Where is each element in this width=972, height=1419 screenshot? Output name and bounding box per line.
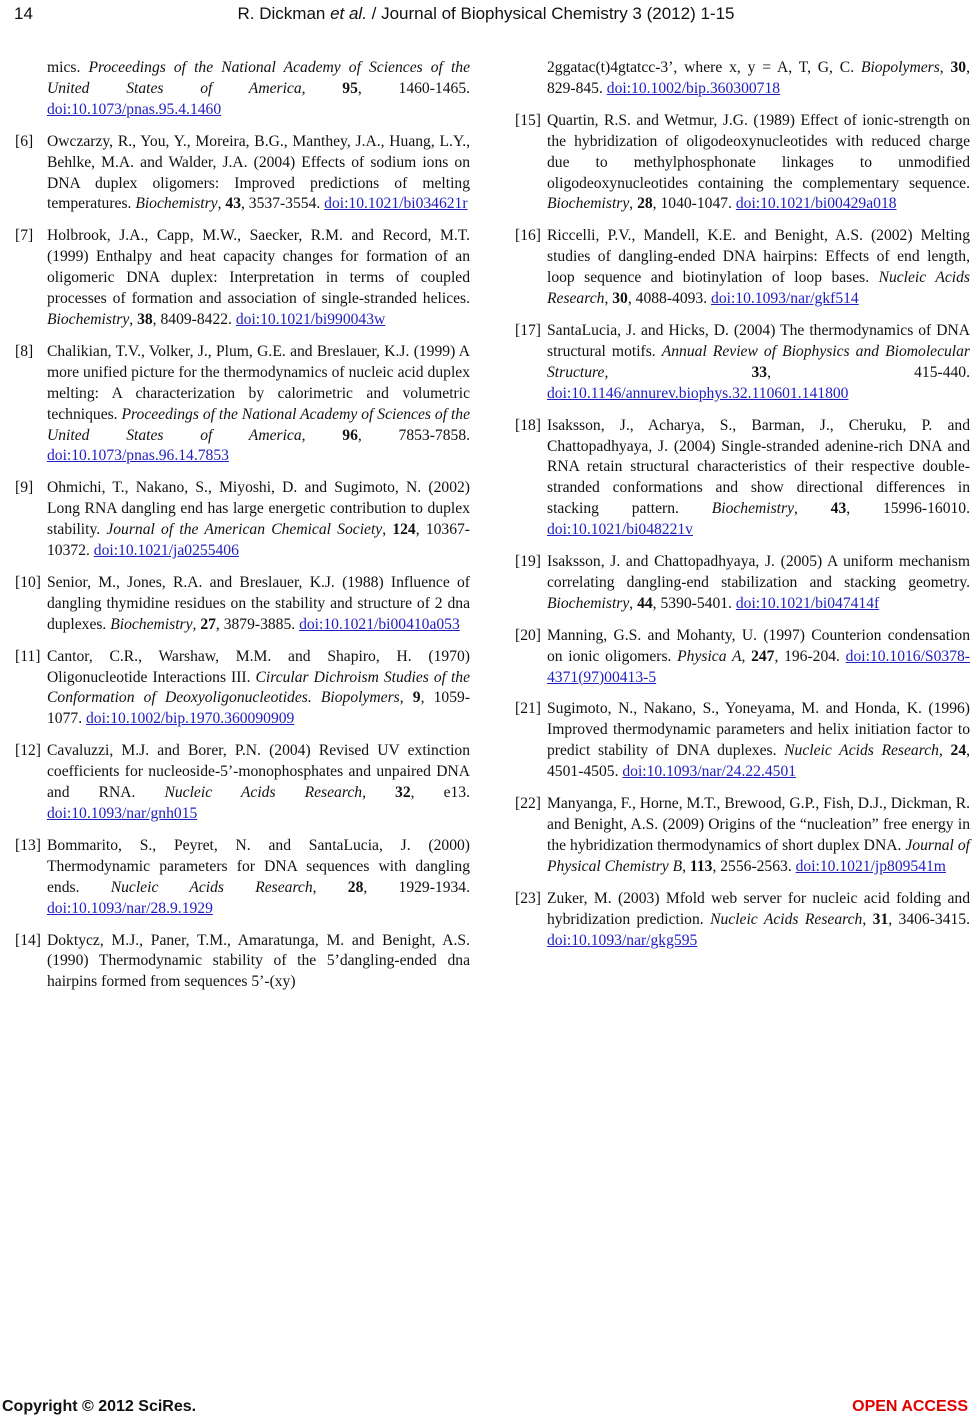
reference-text: , <box>938 742 951 760</box>
reference-text: , <box>604 290 613 308</box>
reference-text: Zuker, M. (2003) Mfold web server for nucleic acid folding and hybridization prediction. <box>547 889 970 928</box>
reference-text: , <box>604 363 752 381</box>
reference-number: [9] <box>15 479 34 497</box>
volume-number: 33 <box>751 363 768 381</box>
doi-link[interactable]: doi:10.1093/nar/gkg595 <box>547 931 698 949</box>
volume-number: 31 <box>872 910 889 928</box>
reference-number: [8] <box>15 342 34 360</box>
reference-number: [7] <box>15 227 34 245</box>
reference-text: , <box>794 500 831 518</box>
reference-item <box>515 416 970 541</box>
reference-text: , 1460-1465. <box>357 79 471 97</box>
reference-text: , 3406-3415. <box>888 910 971 928</box>
reference-text: , 3537-3554. <box>241 195 325 213</box>
reference-number: [22] <box>515 795 541 813</box>
reference-item <box>515 699 970 783</box>
reference-text: Cantor, C.R., Warshaw, M.M. and Shapiro, H. (1970) Oligonucleotide Interactions III. <box>47 647 470 686</box>
left-column-references <box>15 58 470 1004</box>
reference-number: [14] <box>15 931 41 949</box>
journal-title: Nucleic Acids Research <box>110 878 313 896</box>
reference-text: , 2556-2563. <box>712 857 796 875</box>
reference-text: , <box>312 878 348 896</box>
journal-title: Biopolymers <box>860 59 940 76</box>
reference-item <box>515 321 970 405</box>
journal-title: Biochemistry <box>711 500 794 518</box>
volume-number: 30 <box>612 290 628 308</box>
reference-text: , <box>629 594 638 612</box>
reference-text: Riccelli, P.V., Mandell, K.E. and Benight, A.S. (2002) Melting studies of dangling-ended DNA hairpins: Effects of end length, loop sequence and biotinylation of loop bases. <box>547 227 970 287</box>
reference-number: [13] <box>15 836 41 854</box>
reference-text: , 829-845. <box>547 59 970 97</box>
reference-number: [16] <box>515 227 541 245</box>
reference-text: , <box>301 79 343 97</box>
reference-number: [10] <box>15 573 41 591</box>
reference-text: , <box>129 310 138 328</box>
volume-number: 96 <box>342 426 358 444</box>
reference-text: Manyanga, F., Horne, M.T., Brewood, G.P., Fish, D.J., Dickman, R. and Benight, A.S. (2009) Origins of the “nucleation” free energy in the hybridization thermodynamics of short duplex DNA. <box>547 795 970 854</box>
doi-link[interactable]: doi:10.1093/nar/gkf514 <box>711 290 859 308</box>
doi-link[interactable]: doi:10.1021/bi047414f <box>735 594 880 612</box>
reference-text: , 4501-4505. <box>547 742 971 781</box>
reference-number: [18] <box>515 416 541 434</box>
journal-title: Nucleic Acids Research <box>710 910 863 928</box>
reference-text: , <box>399 689 413 707</box>
reference-number: [21] <box>515 700 541 718</box>
page-number: 14 <box>14 4 33 23</box>
journal-title: Proceedings of the National Academy of Sciences of the United States of America <box>47 405 471 444</box>
right-column-references <box>515 58 970 962</box>
reference-text: , <box>217 195 226 213</box>
reference-text: Chalikian, T.V., Volker, J., Plum, G.E. and Breslauer, K.J. (1999) A more unified picture for the thermodynamics of nucleic acid duplex melting: A characterization by calorimetric and volumetric techniques. <box>47 342 470 423</box>
journal-title: Biochemistry <box>547 195 630 213</box>
reference-text: , <box>382 521 393 539</box>
doi-link[interactable]: doi:10.1002/bip.1970.360090909 <box>85 710 295 728</box>
reference-text: Quartin, R.S. and Wetmur, J.G. (1989) Effect of ionic-strength on the hybridization of oligodeoxynucleotides with reduced charge due to methylphosphonate linkages to unmodified oligodeoxynucleotides containing the complementary sequence. <box>547 111 970 192</box>
doi-link[interactable]: doi:10.1021/bi00429a018 <box>735 195 897 213</box>
reference-text: , <box>939 59 951 76</box>
journal-title: Biochemistry <box>135 195 218 213</box>
reference-item <box>515 552 970 615</box>
reference-text: , 1929-1934. <box>363 878 470 896</box>
reference-text: Holbrook, J.A., Capp, M.W., Saecker, R.M. and Record, M.T. (1999) Enthalpy and heat capacity changes for formation of an oligomeric DNA duplex: Interpretation in terms of coupled processes of formation and association of single-stranded helices. <box>47 227 470 308</box>
reference-text: 2ggatac(t)4gtatcc-3’, where x, y = A, T, G, C. <box>547 59 861 76</box>
reference-item <box>515 626 970 689</box>
journal-title: Biochemistry <box>110 615 193 633</box>
reference-item <box>15 573 470 636</box>
reference-item <box>15 478 470 562</box>
running-head-authors: R. Dickman <box>237 4 331 23</box>
reference-text: Cavaluzzi, M.J. and Borer, P.N. (2004) Revised UV extinction coefficients for nucleoside-5’-monophosphates and unpaired DNA and RNA. <box>47 742 470 802</box>
copyright-notice: Copyright © 2012 SciRes. <box>2 1398 197 1415</box>
reference-text: , 3879-3885. <box>215 615 300 633</box>
reference-item <box>15 226 470 331</box>
doi-link[interactable]: doi:10.1021/bi034621r <box>324 195 468 213</box>
reference-text: , <box>741 647 752 665</box>
volume-number: 28 <box>347 878 364 896</box>
doi-link[interactable]: doi:10.1093/nar/28.9.1929 <box>47 899 213 917</box>
doi-link[interactable]: doi:10.1021/ja0255406 <box>93 542 239 560</box>
reference-text: , e13. <box>410 784 471 802</box>
reference-text: , <box>192 615 201 633</box>
open-access-label: OPEN ACCESS <box>852 1398 968 1415</box>
reference-text: , 4088-4093. <box>627 290 712 308</box>
journal-title: Journal of Physical Chemistry B <box>547 836 970 875</box>
volume-number: 24 <box>950 742 967 760</box>
volume-number: 38 <box>137 310 153 328</box>
reference-text: , <box>629 195 638 213</box>
reference-text: , 7853-7858. <box>357 426 471 444</box>
journal-title: Nucleic Acids Research <box>547 269 970 308</box>
running-head-journal: / Journal of Biophysical Chemistry 3 (2012) 1-15 <box>366 4 735 23</box>
volume-number: 44 <box>637 594 653 612</box>
reference-item <box>15 931 470 994</box>
reference-text: , 10367-10372. <box>47 521 471 560</box>
journal-title: Physica A <box>677 647 742 665</box>
doi-link[interactable]: doi:10.1093/nar/24.22.4501 <box>622 763 797 781</box>
reference-text: Sugimoto, N., Nakano, S., Yoneyama, M. and Honda, K. (1996) Improved thermodynamic parameters and helix initiation factor to predict stability of DNA duplexes. <box>547 700 970 760</box>
reference-text: Isaksson, J., Acharya, S., Barman, J., Cheruku, P. and Chattopadhyaya, J. (2004) Single-stranded adenine-rich DNA and RNA retain structural characteristics of their respective double-stranded conformations and show directional differences in stacking pattern. <box>547 416 970 518</box>
reference-item <box>515 111 970 216</box>
reference-number: [20] <box>515 626 541 644</box>
volume-number: 9 <box>412 689 421 707</box>
reference-text: , 8409-8422. <box>152 310 236 328</box>
journal-title: Biochemistry <box>47 310 130 328</box>
reference-continuation <box>15 58 470 121</box>
doi-link[interactable]: doi:10.1146/annurev.biophys.32.110601.141800 <box>547 384 849 402</box>
doi-link[interactable]: doi:10.1021/bi00410a053 <box>299 615 460 633</box>
reference-text: Senior, M., Jones, R.A. and Breslauer, K.J. (1988) Influence of dangling thymidine residues on the stability and structure of 2 dna duplexes. <box>47 573 470 633</box>
doi-link[interactable]: doi:10.1016/S0378-4371(97)00413-5 <box>547 647 970 686</box>
reference-text: , 15996-16010. <box>846 500 970 518</box>
journal-title: Proceedings of the National Academy of Sciences of the United States of America <box>47 59 471 97</box>
reference-continuation <box>515 58 970 100</box>
reference-number: [12] <box>15 742 41 760</box>
volume-number: 43 <box>225 195 241 213</box>
volume-number: 113 <box>689 857 713 875</box>
volume-number: 27 <box>200 615 216 633</box>
volume-number: 43 <box>830 500 847 518</box>
reference-number: [6] <box>15 132 34 150</box>
reference-number: [23] <box>515 889 541 907</box>
reference-text: Manning, G.S. and Mohanty, U. (1997) Counterion condensation on ionic oligomers. <box>547 626 970 665</box>
doi-link[interactable]: doi:10.1021/bi048221v <box>547 521 693 539</box>
volume-number: 28 <box>637 195 653 213</box>
reference-item <box>15 132 470 216</box>
volume-number: 124 <box>392 521 416 539</box>
reference-number: [11] <box>15 647 41 665</box>
volume-number: 32 <box>395 784 411 802</box>
reference-text: , <box>682 857 690 875</box>
reference-number: [17] <box>515 321 541 339</box>
reference-number: [15] <box>515 111 541 129</box>
running-head-etal: et al. <box>330 4 367 23</box>
reference-text: Doktycz, M.J., Paner, T.M., Amaratunga, M. and Benight, A.S. (1990) Thermodynamic stability of the 5’dangling-ended dna hairpins formed from sequences 5’-(xy) <box>47 931 470 991</box>
doi-link[interactable]: doi:10.1021/bi990043w <box>235 310 386 328</box>
doi-link[interactable]: doi:10.1073/pnas.95.4.1460 <box>47 100 222 118</box>
reference-text: Owczarzy, R., You, Y., Moreira, B.G., Manthey, J.A., Huang, L.Y., Behlke, M.A. and Walder, J.A. (2004) Effects of sodium ions on DNA duplex oligomers: Improved predictions of melting temperatures. <box>47 132 470 213</box>
reference-text: Isaksson, J. and Chattopadhyaya, J. (2005) A uniform mechanism correlating dangling-end stabilization and stacking geometry. <box>547 553 970 591</box>
running-head <box>0 4 972 24</box>
reference-text: SantaLucia, J. and Hicks, D. (2004) The thermodynamics of DNA structural motifs. <box>547 321 970 360</box>
doi-link[interactable]: doi:10.1093/nar/gnh015 <box>47 805 198 822</box>
reference-text: , 196-204. <box>774 647 846 665</box>
reference-item <box>15 741 470 825</box>
doi-link[interactable]: doi:10.1021/jp809541m <box>795 857 946 875</box>
reference-item <box>515 889 970 952</box>
volume-number: 95 <box>342 79 358 97</box>
reference-item <box>515 226 970 310</box>
doi-link[interactable]: doi:10.1002/bip.360300718 <box>606 79 781 97</box>
journal-title: Biochemistry <box>547 594 630 612</box>
volume-number: 247 <box>751 647 775 665</box>
reference-text: , <box>301 426 343 444</box>
journal-title: Nucleic Acids Research <box>784 742 939 760</box>
reference-text: Ohmichi, T., Nakano, S., Miyoshi, D. and Sugimoto, N. (2002) Long RNA dangling end has large energetic contribution to duplex stability. <box>47 479 470 539</box>
reference-text: , 1059-1077. <box>47 689 471 728</box>
doi-link[interactable]: doi:10.1073/pnas.96.14.7853 <box>47 447 229 465</box>
reference-item <box>515 794 970 878</box>
reference-text: , 415-440. <box>767 363 970 381</box>
reference-text: , <box>862 910 873 928</box>
journal-title: Nucleic Acids Research <box>164 784 363 802</box>
reference-item <box>15 647 470 731</box>
reference-number: [19] <box>515 553 541 571</box>
volume-number: 30 <box>950 59 967 76</box>
reference-text: , 5390-5401. <box>652 594 736 612</box>
journal-title: Annual Review of Biophysics and Biomolecular Structure <box>547 342 970 381</box>
reference-text: Bommarito, S., Peyret, N. and SantaLucia, J. (2000) Thermodynamic parameters for DNA sequences with dangling ends. <box>47 836 470 896</box>
reference-item <box>15 342 470 467</box>
reference-item <box>15 836 470 920</box>
reference-text: mics. <box>47 59 89 76</box>
reference-text: , <box>362 784 396 802</box>
journal-title: Circular Dichroism Studies of the Conformation of Deoxyoligonucleotides. Biopolymers <box>47 668 471 707</box>
journal-title: Journal of the American Chemical Society <box>106 521 383 539</box>
reference-text: , 1040-1047. <box>652 195 736 213</box>
